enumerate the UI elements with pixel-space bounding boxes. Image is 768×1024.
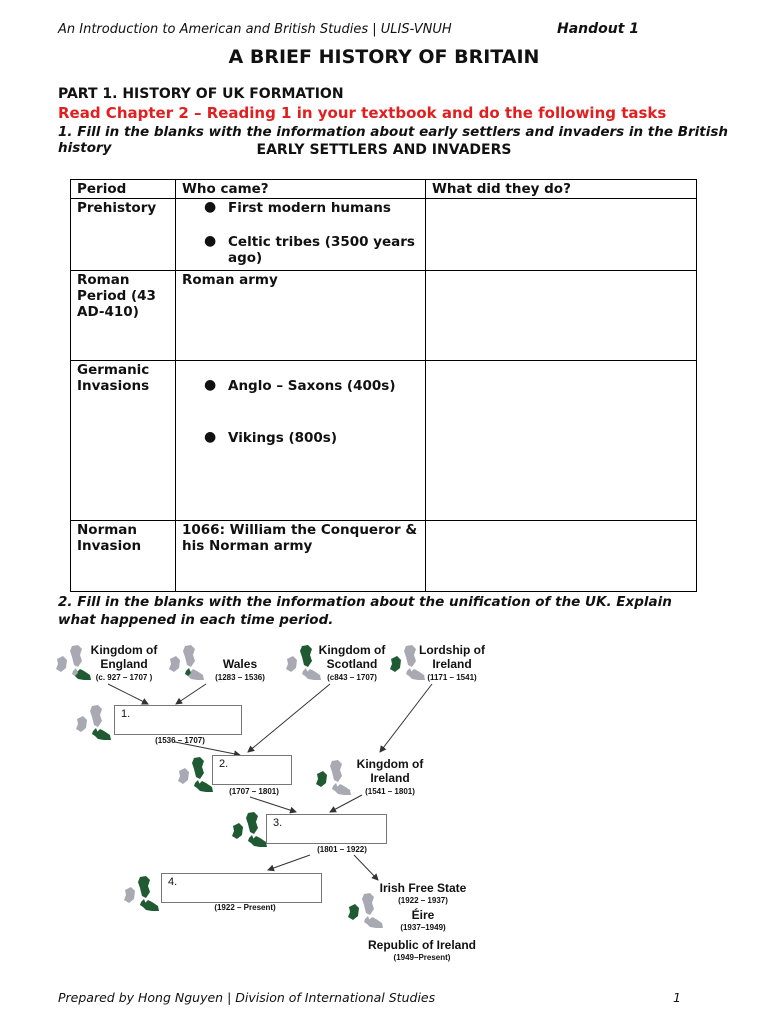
box-number: 4.: [168, 876, 178, 888]
box3-dates: (1801 – 1922): [317, 845, 367, 854]
cell-who: Roman army: [176, 271, 426, 361]
kingdom-ireland-dates: (1541 – 1801): [365, 787, 415, 796]
answer-box-2[interactable]: [212, 755, 292, 785]
header-handout: Handout 1: [557, 21, 640, 37]
header-what: What did they do?: [426, 180, 697, 199]
eire-dates: (1937–1949): [400, 923, 446, 932]
question-2: 2. Fill in the blanks with the information about the unification of the UK. Explain what happened in each time period.: [58, 594, 672, 628]
map-box2-icon: [176, 757, 216, 793]
question-1: 1. Fill in the blanks with the information about early settlers and invaders in the British history: [58, 124, 729, 156]
irish-free-state-label: Irish Free State: [379, 881, 467, 895]
list-item: ● Vikings (800s): [182, 430, 419, 446]
page-number: 1: [673, 990, 681, 1005]
box2-dates: (1707 – 1801): [229, 787, 279, 796]
kingdom-england-label: Kingdom of England: [90, 643, 158, 671]
box-number: 2.: [219, 758, 229, 770]
page-title: A BRIEF HISTORY OF BRITAIN: [228, 46, 540, 68]
cell-period: Norman Invasion: [71, 521, 176, 592]
map-wales-icon: [167, 645, 207, 681]
header-who: Who came?: [176, 180, 426, 199]
eire-label: Éire: [411, 908, 435, 922]
map-kingdom-ireland-icon: [314, 760, 354, 796]
list-item: ● Anglo – Saxons (400s): [182, 378, 419, 394]
header-period: Period: [71, 180, 176, 199]
cell-period: Roman Period (43 AD-410): [71, 271, 176, 361]
answer-box-1[interactable]: [114, 705, 242, 735]
answer-box-4[interactable]: [161, 873, 322, 903]
irish-free-state-dates: (1922 – 1937): [398, 896, 448, 905]
kingdom-ireland-label: Kingdom of Ireland: [356, 757, 424, 785]
wales-label: Wales: [222, 657, 258, 671]
kingdom-scotland-dates: (c843 – 1707): [327, 673, 377, 682]
cell-period: Prehistory: [71, 199, 176, 271]
cell-period: Germanic Invasions: [71, 361, 176, 521]
list-item: ● Celtic tribes (3500 years ago): [182, 234, 419, 266]
kingdom-scotland-label: Kingdom of Scotland: [318, 643, 386, 671]
map-box1-icon: [74, 705, 114, 741]
republic-ireland-label: Republic of Ireland: [367, 938, 476, 952]
box-number: 3.: [273, 817, 283, 829]
box1-dates: (1536 – 1707): [155, 736, 205, 745]
kingdom-england-dates: (c. 927 – 1707 ): [95, 673, 153, 682]
answer-box-3[interactable]: [266, 814, 387, 844]
header-course: An Introduction to American and British Studies | ULIS-VNUH: [58, 22, 452, 37]
lordship-ireland-dates: (1171 – 1541): [427, 673, 477, 682]
wales-dates: (1283 – 1536): [215, 673, 265, 682]
part1-heading: PART 1. HISTORY OF UK FORMATION: [58, 86, 344, 102]
reading-instruction: Read Chapter 2 – Reading 1 in your textbook and do the following tasks: [58, 104, 667, 122]
table-title: EARLY SETTLERS AND INVADERS: [256, 142, 512, 158]
map-box4-icon: [122, 876, 162, 912]
footer-prepared: Prepared by Hong Nguyen | Division of International Studies: [58, 990, 436, 1005]
republic-ireland-dates: (1949–Present): [393, 953, 451, 962]
cell-who: 1066: William the Conqueror & his Norman army: [176, 521, 426, 592]
map-box3-icon: [230, 812, 270, 848]
box-number: 1.: [121, 708, 131, 720]
lordship-ireland-label: Lordship of Ireland: [419, 643, 485, 671]
box4-dates: (1922 – Present): [214, 903, 276, 912]
list-item: ● First modern humans: [182, 200, 419, 216]
